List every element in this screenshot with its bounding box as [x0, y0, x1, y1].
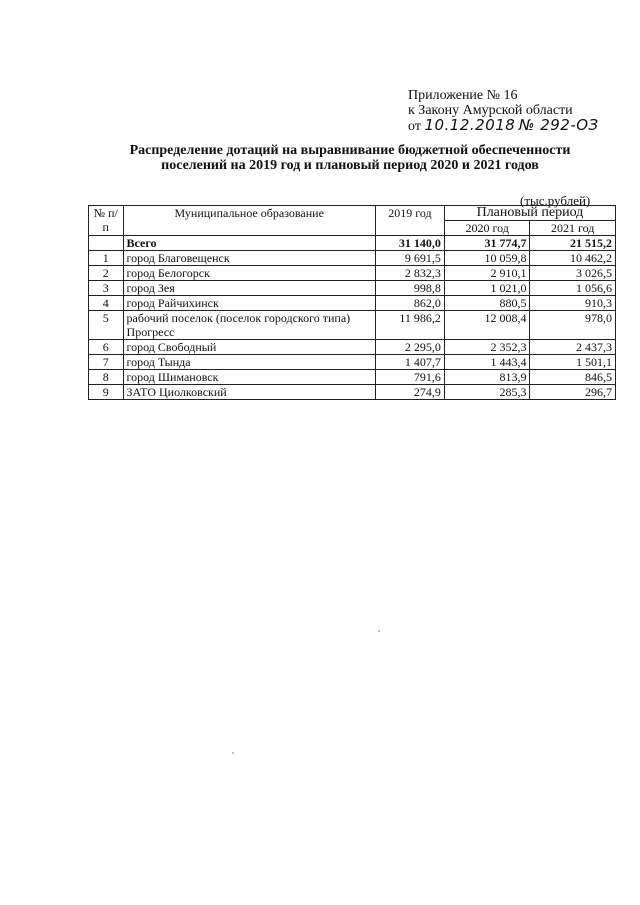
total-row: [89, 236, 616, 251]
title-line-2: поселений на 2019 год и плановый период 2020 и 2021 годов: [161, 158, 539, 173]
row-2021: 846,5: [530, 370, 616, 385]
table-row: [89, 370, 616, 385]
row-2020: 880,5: [444, 296, 530, 311]
subsidy-table: [88, 205, 616, 400]
header-2020: 2020 год: [444, 221, 530, 236]
row-name: город Зея: [123, 281, 375, 296]
row-2020: 2 910,1: [444, 266, 530, 281]
total-2020: 31 774,7: [444, 236, 530, 251]
table-row: [89, 296, 616, 311]
row-2021: 2 437,3: [530, 340, 616, 355]
row-name: ЗАТО Циолковский: [123, 385, 375, 400]
header-2019: 2019 год: [375, 206, 444, 236]
row-name: город Благовещенск: [123, 251, 375, 266]
row-2020: 813,9: [444, 370, 530, 385]
row-2021: 296,7: [530, 385, 616, 400]
row-2019: 791,6: [375, 370, 444, 385]
header-plan-period: Плановый период: [444, 206, 615, 221]
from-prefix: от: [408, 119, 421, 134]
row-2019: 1 407,7: [375, 355, 444, 370]
row-num: 8: [89, 370, 124, 385]
scan-speck: [378, 630, 380, 632]
table-row: [89, 281, 616, 296]
row-name: город Свободный: [123, 340, 375, 355]
row-2021: 910,3: [530, 296, 616, 311]
row-num: 1: [89, 251, 124, 266]
row-2021: 1 501,1: [530, 355, 616, 370]
appendix-number: Приложение № 16: [408, 88, 518, 103]
row-name: город Тында: [123, 355, 375, 370]
total-2021: 21 515,2: [530, 236, 616, 251]
law-date-line: [408, 118, 628, 134]
header-2021: 2021 год: [530, 221, 616, 236]
row-2021: 978,0: [530, 311, 616, 340]
title-line-1: Распределение дотаций на выравнивание бюджетной обеспеченности: [129, 143, 571, 158]
row-2020: 12 008,4: [444, 311, 530, 340]
row-2021: 3 026,5: [530, 266, 616, 281]
handwritten-number: № 292-ОЗ: [518, 116, 599, 134]
row-2021: 1 056,6: [530, 281, 616, 296]
row-2019: 11 986,2: [375, 311, 444, 340]
total-num: [89, 236, 124, 251]
row-num: 6: [89, 340, 124, 355]
law-reference: к Закону Амурской области: [408, 103, 573, 118]
table-header-row: [89, 206, 616, 221]
row-2020: 1 443,4: [444, 355, 530, 370]
scan-speck: [232, 752, 234, 754]
appendix-header: [408, 88, 628, 134]
row-2020: 285,3: [444, 385, 530, 400]
row-num: 4: [89, 296, 124, 311]
handwritten-date: 10.12.2018: [424, 116, 516, 134]
header-num: № п/п: [89, 206, 124, 236]
row-num: 7: [89, 355, 124, 370]
table-row: [89, 266, 616, 281]
row-name: город Райчихинск: [123, 296, 375, 311]
row-2019: 274,9: [375, 385, 444, 400]
table-row: [89, 385, 616, 400]
table-row: [89, 251, 616, 266]
table-row: [89, 340, 616, 355]
document-title: [100, 143, 600, 173]
row-2020: 1 021,0: [444, 281, 530, 296]
row-2019: 862,0: [375, 296, 444, 311]
row-2019: 2 832,3: [375, 266, 444, 281]
header-municipality: Муниципальное образование: [123, 206, 375, 236]
row-2020: 10 059,8: [444, 251, 530, 266]
row-num: 5: [89, 311, 124, 340]
row-num: 2: [89, 266, 124, 281]
row-num: 3: [89, 281, 124, 296]
row-name: город Белогорск: [123, 266, 375, 281]
table-row: [89, 311, 616, 340]
row-2020: 2 352,3: [444, 340, 530, 355]
table-row: [89, 355, 616, 370]
row-2021: 10 462,2: [530, 251, 616, 266]
row-name: рабочий поселок (поселок городского типа) Прогресс: [123, 311, 375, 340]
row-2019: 9 691,5: [375, 251, 444, 266]
row-name: город Шимановск: [123, 370, 375, 385]
total-2019: 31 140,0: [375, 236, 444, 251]
row-2019: 998,8: [375, 281, 444, 296]
row-2019: 2 295,0: [375, 340, 444, 355]
units-label: (тыс.рублей): [520, 193, 591, 208]
row-num: 9: [89, 385, 124, 400]
total-label: Всего: [123, 236, 375, 251]
